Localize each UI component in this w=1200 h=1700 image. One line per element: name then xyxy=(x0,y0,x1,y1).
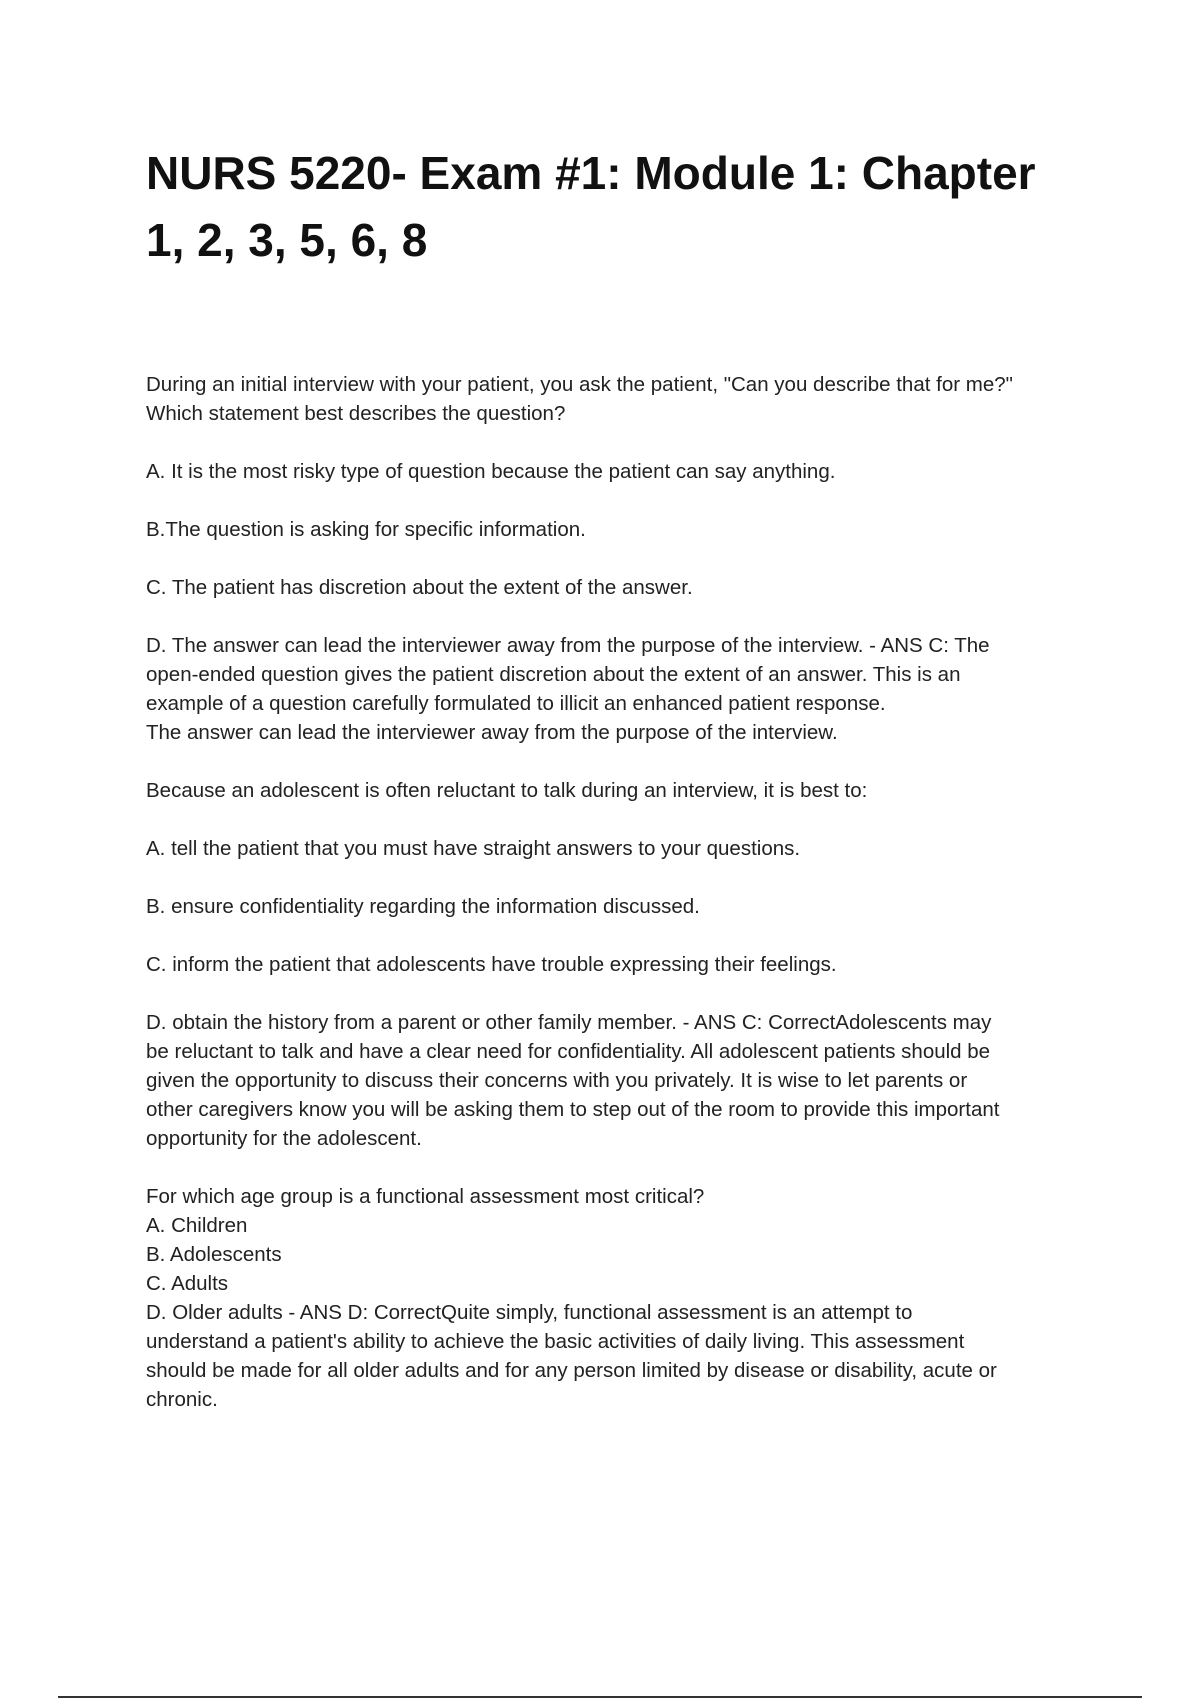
question-3-option-c: C. Adults xyxy=(146,1272,229,1295)
text-line: The answer can lead the interviewer away from the purpose of the interview. xyxy=(146,721,838,744)
page-bottom-rule xyxy=(58,1696,1142,1698)
question-3-option-a: A. Children xyxy=(146,1214,248,1237)
text-line: example of a question carefully formulated to illicit an enhanced patient response. xyxy=(146,692,886,715)
text-line: Which statement best describes the question? xyxy=(146,402,566,425)
question-1-option-d-answer xyxy=(146,631,1096,747)
text-line: During an initial interview with your patient, you ask the patient, "Can you describe that for me?" xyxy=(146,373,1013,396)
question-1-option-b: B.The question is asking for specific information. xyxy=(146,518,586,541)
question-3-option-b: B. Adolescents xyxy=(146,1243,282,1266)
question-3-stem: For which age group is a functional assessment most critical? xyxy=(146,1185,705,1208)
question-1-stem xyxy=(146,370,1096,428)
question-1-option-a: A. It is the most risky type of question because the patient can say anything. xyxy=(146,460,836,483)
title-line: NURS 5220- Exam #1: Module 1: Chapter xyxy=(146,147,1036,199)
question-2-option-a: A. tell the patient that you must have straight answers to your questions. xyxy=(146,837,801,860)
question-2-stem: Because an adolescent is often reluctant to talk during an interview, it is best to: xyxy=(146,779,868,802)
question-3-option-d-answer: D. Older adults - ANS D: CorrectQuite simply, functional assessment is an attempt to xyxy=(146,1301,913,1324)
text-line: be reluctant to talk and have a clear need for confidentiality. All adolescent patients should be xyxy=(146,1040,991,1063)
title-line: 1, 2, 3, 5, 6, 8 xyxy=(146,214,428,266)
text-line: should be made for all older adults and for any person limited by disease or disability, acute or xyxy=(146,1359,997,1382)
text-line: D. The answer can lead the interviewer away from the purpose of the interview. - ANS C: The xyxy=(146,634,990,657)
question-3-block xyxy=(146,1182,1096,1414)
text-line: D. obtain the history from a parent or other family member. - ANS C: CorrectAdolescents may xyxy=(146,1011,992,1034)
question-2-option-b: B. ensure confidentiality regarding the information discussed. xyxy=(146,895,700,918)
question-2-option-d-answer xyxy=(146,1008,1096,1153)
text-line: understand a patient's ability to achieve the basic activities of daily living. This assessment xyxy=(146,1330,965,1353)
document-body xyxy=(146,370,1096,1443)
text-line: other caregivers know you will be asking them to step out of the room to provide this important xyxy=(146,1098,1000,1121)
text-line: open-ended question gives the patient discretion about the extent of an answer. This is an xyxy=(146,663,961,686)
document-title xyxy=(146,140,1106,274)
question-2-option-c: C. inform the patient that adolescents have trouble expressing their feelings. xyxy=(146,953,837,976)
question-1-option-c: C. The patient has discretion about the extent of the answer. xyxy=(146,576,693,599)
text-line: chronic. xyxy=(146,1388,218,1411)
text-line: opportunity for the adolescent. xyxy=(146,1127,422,1150)
text-line: given the opportunity to discuss their concerns with you privately. It is wise to let parents or xyxy=(146,1069,968,1092)
